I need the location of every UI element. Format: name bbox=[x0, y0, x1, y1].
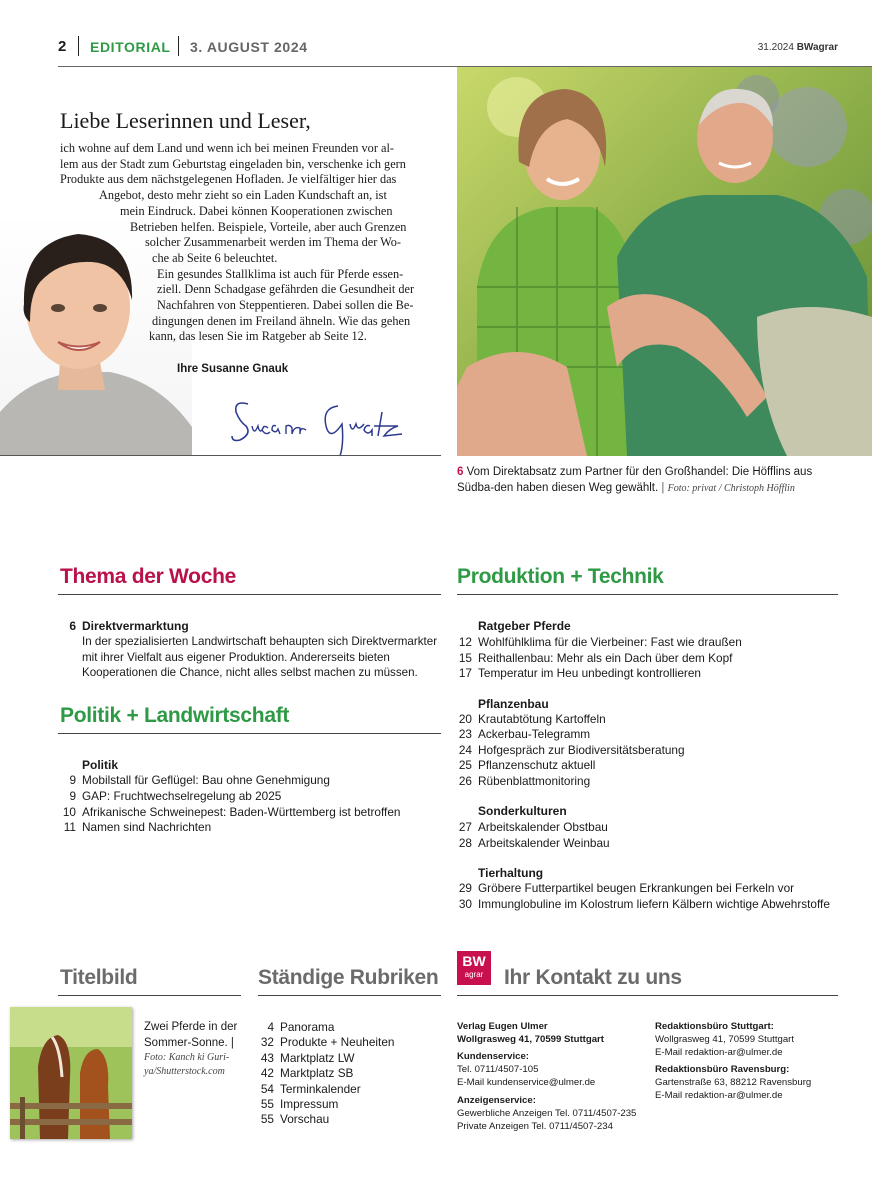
stuttgart-address: Wollgrasweg 41, 70599 Stuttgart bbox=[655, 1034, 795, 1046]
toc-entry-teaser: In der spezialisierten Landwirtschaft behaupten sich Direktvermarkter mit ihrer Vielfalt aus eigener Produktion. Andererseits bieten Kooperationen die Chance, nicht alles selbst machen zu müssen. bbox=[82, 635, 438, 679]
toc-item-title: Terminkalender bbox=[280, 1082, 361, 1096]
toc-item-title: Impressum bbox=[280, 1097, 339, 1111]
toc-page-number: 11 bbox=[63, 820, 76, 834]
toc-item[interactable] bbox=[458, 881, 795, 895]
toc-item-title: Hofgespräch zur Biodiversitätsberatung bbox=[478, 743, 685, 757]
editorial-line: kann, das lesen Sie im Ratgeber ab Seite 12. bbox=[149, 329, 367, 344]
page-header bbox=[58, 36, 838, 66]
toc-item-title: Reithallenbau: Mehr als ein Dach über dem Kopf bbox=[478, 651, 733, 665]
section-heading-politik: Politik + Landwirtschaft bbox=[60, 704, 290, 727]
kundenservice-email[interactable]: E-Mail kundenservice@ulmer.de bbox=[457, 1077, 596, 1089]
toc-page-number: 30 bbox=[458, 897, 472, 911]
issue-number: 31.2024 bbox=[757, 42, 794, 53]
editorial-greeting: Liebe Leserinnen und Leser, bbox=[60, 108, 311, 133]
editorial-line: Betrieben helfen. Beispiele, Vorteile, aber auch Grenzen bbox=[130, 219, 407, 234]
toc-item[interactable] bbox=[458, 774, 591, 788]
toc-item[interactable] bbox=[260, 1035, 395, 1049]
toc-item-title: Gröbere Futterpartikel beugen Erkrankungen bei Ferkeln vor bbox=[478, 881, 795, 895]
toc-item[interactable] bbox=[458, 666, 701, 680]
toc-page-number: 4 bbox=[267, 1020, 274, 1034]
handwritten-signature bbox=[226, 396, 412, 463]
ravensburg-label: Redaktionsbüro Ravensburg: bbox=[655, 1064, 790, 1075]
stuttgart-email[interactable]: E-Mail redaktion-ar@ulmer.de bbox=[655, 1047, 783, 1059]
toc-item-title: Immunglobuline im Kolostrum liefern Kälbern wichtige Abwehrstoffe bbox=[478, 897, 830, 911]
toc-item-title: Namen sind Nachrichten bbox=[82, 820, 212, 834]
photo-caption: 6 Vom Direktabsatz zum Partner für den Großhandel: Die Höfflins aus Südba-den haben diesen Weg gewählt. | Foto: privat / Christoph Höfflin bbox=[457, 466, 813, 494]
toc-page-number: 6 bbox=[69, 619, 76, 633]
toc-item-title: Produkte + Neuheiten bbox=[280, 1035, 395, 1049]
ravensburg-email[interactable]: E-Mail redaktion-ar@ulmer.de bbox=[655, 1090, 783, 1102]
kundenservice-label: Kundenservice: bbox=[457, 1051, 529, 1062]
toc-item-title: Afrikanische Schweinepest: Baden-Württemberg ist betroffen bbox=[82, 805, 401, 819]
toc-item[interactable] bbox=[458, 727, 591, 741]
toc-item[interactable] bbox=[458, 743, 685, 757]
section-heading-thema: Thema der Woche bbox=[60, 565, 236, 588]
section-rule bbox=[457, 594, 838, 595]
anzeigen-privat-phone[interactable]: Private Anzeigen Tel. 0711/4507-234 bbox=[457, 1121, 613, 1133]
toc-item[interactable] bbox=[458, 712, 606, 726]
toc-item[interactable] bbox=[267, 1020, 335, 1034]
toc-subheading: Ratgeber Pferde bbox=[478, 619, 571, 633]
logo-text-agrar: agrar bbox=[464, 970, 484, 979]
toc-page-number: 10 bbox=[62, 805, 76, 819]
contact-block-kundenservice bbox=[457, 1050, 595, 1090]
contact-block-anzeigen bbox=[457, 1094, 636, 1134]
editorial-line: Produkte aus dem nächstgelegenen Hofladen. Je vielfältiger hier das bbox=[60, 172, 397, 187]
toc-item[interactable] bbox=[63, 820, 212, 834]
toc-entry-title[interactable] bbox=[69, 619, 189, 633]
toc-subheading: Tierhaltung bbox=[478, 866, 544, 880]
toc-item-title: Marktplatz SB bbox=[280, 1066, 354, 1080]
editorial-line: ziell. Denn Schadgase gefährden die Gesundheit der bbox=[157, 282, 415, 297]
toc-item[interactable] bbox=[458, 758, 596, 772]
toc-page-number: 17 bbox=[458, 666, 472, 680]
editorial-line: Nachfahren von Steppentieren. Dabei sollen die Be- bbox=[157, 298, 414, 313]
toc-page-number: 15 bbox=[458, 651, 472, 665]
publisher-name: Verlag Eugen Ulmer bbox=[457, 1021, 548, 1032]
cover-caption bbox=[144, 1020, 244, 1079]
editorial-line: che ab Seite 6 beleuchtet. bbox=[152, 250, 278, 265]
toc-item[interactable] bbox=[260, 1097, 339, 1111]
toc-page-number: 27 bbox=[458, 820, 472, 834]
toc-page-number: 55 bbox=[260, 1097, 274, 1111]
stuttgart-label: Redaktionsbüro Stuttgart: bbox=[655, 1021, 774, 1032]
toc-page-number: 20 bbox=[458, 712, 472, 726]
toc-item-title: Panorama bbox=[280, 1020, 335, 1034]
toc-subheading: Politik bbox=[82, 758, 119, 772]
logo-text-bw: BW bbox=[462, 953, 486, 969]
cover-story-photo bbox=[457, 67, 872, 456]
brand-name: BWagrar bbox=[796, 42, 838, 53]
toc-page-number: 32 bbox=[260, 1035, 274, 1049]
toc-item[interactable] bbox=[260, 1082, 361, 1096]
publisher-address: Wollgrasweg 41, 70599 Stuttgart bbox=[457, 1034, 604, 1046]
toc-item[interactable] bbox=[62, 805, 401, 819]
toc-subheading: Sonderkulturen bbox=[478, 804, 567, 818]
section-rule bbox=[58, 995, 241, 996]
toc-page-number: 23 bbox=[458, 727, 472, 741]
toc-item-title: Mobilstall für Geflügel: Bau ohne Genehmigung bbox=[82, 773, 330, 787]
toc-item-title: Rübenblattmonitoring bbox=[478, 774, 591, 788]
toc-item[interactable] bbox=[260, 1066, 354, 1080]
issue-date: 3. AUGUST 2024 bbox=[190, 39, 308, 55]
toc-item[interactable] bbox=[260, 1112, 330, 1126]
toc-page-number: 24 bbox=[458, 743, 472, 757]
section-rule bbox=[457, 995, 838, 996]
anzeigen-label: Anzeigenservice: bbox=[457, 1095, 536, 1106]
toc-page-number: 25 bbox=[458, 758, 472, 772]
contact-block-ravensburg bbox=[655, 1063, 811, 1103]
section-heading-kontakt: Ihr Kontakt zu uns bbox=[504, 966, 682, 989]
editorial-rule bbox=[0, 455, 441, 456]
cover-caption-text: Zwei Pferde in der Sommer-Sonne. | bbox=[144, 1021, 238, 1049]
contact-block-stuttgart bbox=[655, 1020, 794, 1060]
section-rule bbox=[258, 995, 441, 996]
kundenservice-phone[interactable]: Tel. 0711/4507-105 bbox=[457, 1064, 539, 1076]
toc-page-number: 42 bbox=[260, 1066, 274, 1080]
caption-text: Vom Direktabsatz zum Partner für den Großhandel: Die Höfflins aus Südba-den haben diesen Weg gewählt. bbox=[457, 466, 813, 494]
toc-page-number: 12 bbox=[458, 635, 472, 649]
toc-item[interactable] bbox=[458, 635, 742, 649]
section-rule bbox=[58, 733, 441, 734]
editorial-line: lem aus der Stadt zum Geburtstag eingeladen bin, verschenke ich gern bbox=[60, 156, 406, 171]
anzeigen-gewerblich-phone[interactable]: Gewerbliche Anzeigen Tel. 0711/4507-235 bbox=[457, 1108, 637, 1120]
toc-item[interactable] bbox=[69, 773, 330, 787]
editorial-line: dingungen denen im Freiland ähneln. Wie das gehen bbox=[152, 313, 411, 328]
editorial-line: solcher Zusammenarbeit werden im Thema der Wo- bbox=[145, 235, 402, 250]
editor-signoff: Ihre Susanne Gnauk bbox=[177, 363, 289, 375]
ravensburg-address: Gartenstraße 63, 88212 Ravensburg bbox=[655, 1077, 812, 1089]
section-heading-rubriken: Ständige Rubriken bbox=[258, 966, 439, 989]
editorial-line: Ein gesundes Stallklima ist auch für Pferde essen- bbox=[157, 266, 404, 281]
toc-page-number: 43 bbox=[260, 1051, 274, 1065]
section-label: EDITORIAL bbox=[90, 39, 171, 55]
header-divider bbox=[178, 36, 179, 56]
section-heading-titelbild: Titelbild bbox=[60, 966, 138, 989]
toc-item-title: Marktplatz LW bbox=[280, 1051, 355, 1065]
toc-item-title: Arbeitskalender Weinbau bbox=[478, 836, 610, 850]
contact-block-publisher bbox=[457, 1020, 604, 1046]
editorial-line: Angebot, desto mehr zieht so ein Laden Kundschaft an, ist bbox=[99, 188, 387, 203]
toc-item[interactable] bbox=[69, 789, 282, 803]
toc-item-title: Ackerbau-Telegramm bbox=[478, 727, 591, 741]
toc-page-number: 9 bbox=[69, 773, 76, 787]
caption-page-ref: 6 bbox=[457, 466, 464, 478]
issue-info bbox=[758, 42, 838, 53]
header-divider bbox=[78, 36, 79, 56]
toc-page-number: 9 bbox=[69, 789, 76, 803]
page-number: 2 bbox=[58, 38, 67, 55]
toc-subheading: Pflanzenbau bbox=[478, 697, 549, 711]
editorial-line: ich wohne auf dem Land und wenn ich bei meinen Freunden vor al- bbox=[60, 141, 394, 155]
toc-item-title: Pflanzenschutz aktuell bbox=[478, 758, 596, 772]
toc-item-title: Vorschau bbox=[280, 1112, 330, 1126]
toc-title-text: Direktvermarktung bbox=[82, 619, 189, 633]
toc-page-number: 28 bbox=[458, 836, 472, 850]
section-heading-produktion: Produktion + Technik bbox=[457, 565, 664, 588]
toc-page-number: 55 bbox=[260, 1112, 274, 1126]
toc-item[interactable] bbox=[458, 820, 608, 834]
toc-item[interactable] bbox=[458, 897, 830, 911]
editorial-line: mein Eindruck. Dabei können Kooperationen zwischen bbox=[120, 203, 393, 218]
section-rule bbox=[58, 594, 441, 595]
toc-page-number: 54 bbox=[260, 1082, 274, 1096]
toc-page-number: 26 bbox=[458, 774, 472, 788]
toc-page-number: 29 bbox=[458, 881, 472, 895]
cover-image-thumbnail bbox=[10, 1007, 132, 1139]
toc-item-title: Krautabtötung Kartoffeln bbox=[478, 712, 606, 726]
toc-item[interactable] bbox=[260, 1051, 355, 1065]
cover-caption-credit: Foto: Kanch ki Guri-ya/Shutterstock.com bbox=[144, 1052, 230, 1077]
editorial-text bbox=[60, 141, 444, 345]
toc-item-title: Arbeitskalender Obstbau bbox=[478, 820, 608, 834]
toc-item-title: GAP: Fruchtwechselregelung ab 2025 bbox=[82, 789, 282, 803]
caption-credit: Foto: privat / Christoph Höfflin bbox=[667, 482, 795, 494]
toc-item-title: Wohlfühlklima für die Vierbeiner: Fast wie draußen bbox=[478, 635, 742, 649]
toc-item[interactable] bbox=[458, 836, 610, 850]
toc-item[interactable] bbox=[458, 651, 733, 665]
toc-item-title: Temperatur im Heu unbedingt kontrollieren bbox=[478, 666, 701, 680]
bwagrar-logo bbox=[457, 951, 491, 985]
